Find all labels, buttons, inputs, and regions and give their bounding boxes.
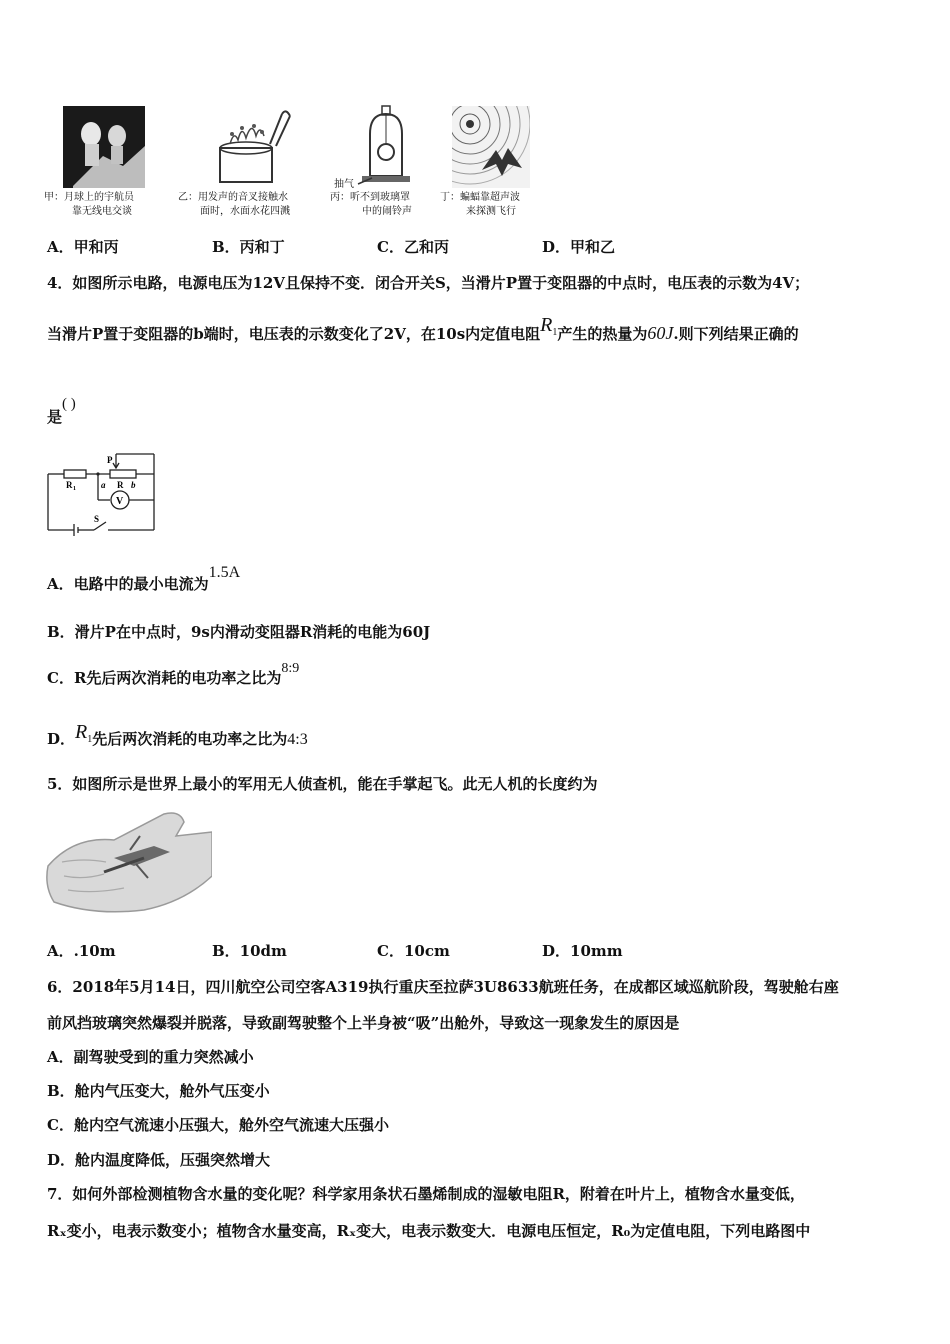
caption-ding-1: 丁：蝙蝠靠超声波 [440, 192, 520, 203]
astronaut-image [63, 106, 145, 188]
caption-yi-1: 乙：用发声的音叉接触水 [178, 192, 288, 203]
q7-stem-line1: 7．如何外部检测植物含水量的变化呢？科学家用条状石墨烯制成的湿敏电阻R，附着在叶片上，植物含水量变低， [47, 1185, 805, 1203]
q4-option-d-r1: R [75, 721, 88, 743]
q4-option-b: B．滑片P在中点时，9s内滑动变阻器R消耗的电能为60J [47, 623, 431, 641]
bell-jar-image [356, 104, 416, 188]
q4-option-a [47, 564, 241, 594]
q4-r1-sub: 1 [552, 327, 558, 338]
caption-jia-1: 甲：月球上的宇航员 [44, 192, 134, 203]
q4-option-d-prefix: D． [47, 730, 76, 748]
bat-ultrasound-image [452, 106, 530, 188]
q4-option-c-value: 8:9 [281, 661, 300, 676]
q4-r1-symbol: R [540, 314, 553, 336]
q4-option-d-r1-sub: 1 [87, 734, 93, 745]
r-rheostat [110, 470, 136, 478]
q5-option-b: B．10dm [212, 942, 287, 960]
q4-option-d-value: 4:3 [287, 731, 308, 748]
q4-line2-a: 当滑片P置于变阻器的b端时，电压表的示数变化了2V，在10s内定值电阻 [47, 325, 541, 343]
pump-label: 抽气 [334, 179, 354, 190]
q3-option-a: A．甲和丙 [47, 238, 119, 256]
q5-stem: 5．如图所示是世界上最小的军用无人侦查机，能在手掌起飞。此无人机的长度约为 [47, 775, 598, 793]
q4-stem-line2 [47, 314, 799, 345]
drone-in-hand-image [44, 806, 212, 918]
q4-option-a-value: 1.5A [208, 564, 241, 581]
q5-option-d: D．10mm [542, 942, 623, 960]
q6-stem-line2: 前风挡玻璃突然爆裂并脱落，导致副驾驶整个上半身被“吸”出舱外，导致这一现象发生的原因是 [47, 1014, 680, 1032]
r1-resistor [64, 470, 86, 478]
s-label: S [94, 514, 100, 524]
q3-option-d: D．甲和乙 [542, 238, 616, 256]
p-label: P [107, 455, 113, 465]
r1-label-sub: 1 [73, 486, 76, 492]
q4-line2-b: 产生的热量为 [557, 325, 648, 343]
q4-option-a-text: A．电路中的最小电流为 [47, 575, 209, 593]
q4-stem-line3 [47, 396, 76, 427]
q4-option-d [47, 721, 308, 750]
q3-option-c: C．乙和丙 [377, 238, 449, 256]
q6-option-a: A．副驾驶受到的重力突然减小 [47, 1048, 254, 1066]
q6-option-b: B．舱内气压变大，舱外气压变小 [47, 1082, 270, 1100]
caption-ding-2: 来探测飞行 [466, 206, 516, 217]
q3-option-b: B．丙和丁 [212, 238, 285, 256]
q4-circuit-diagram [44, 450, 160, 536]
q6-stem-line1: 6．2018年5月14日，四川航空公司空客A319执行重庆至拉萨3U8633航班任务，在成都区域巡航阶段，驾驶舱右座 [47, 978, 839, 996]
q4-option-c [47, 661, 300, 688]
r-label: R [117, 480, 124, 490]
q4-heat-value: 60J [647, 323, 674, 343]
q4-line3: 是 [47, 408, 63, 426]
q4-line2-c: .则下列结果正确的 [673, 325, 799, 343]
caption-jia-2: 靠无线电交谈 [72, 206, 132, 217]
q6-option-d: D．舱内温度降低，压强突然增大 [47, 1151, 271, 1169]
q6-option-c: C．舱内空气流速小压强大，舱外空气流速大压强小 [47, 1116, 389, 1134]
q5-option-c: C．10cm [377, 942, 450, 960]
caption-bing-2: 中的闹铃声 [362, 206, 412, 217]
q4-option-c-text: C．R先后两次消耗的电功率之比为 [47, 669, 282, 687]
v-label: V [116, 496, 124, 507]
b-label: b [131, 480, 136, 490]
q4-answer-paren: ( ) [62, 396, 76, 412]
tuning-fork-water-image [210, 104, 296, 188]
q4-stem-line1: 4．如图所示电路，电源电压为12V且保持不变．闭合开关S，当滑片P置于变阻器的中点时，电压表的示数为4V； [47, 274, 810, 292]
caption-yi-2: 面时，水面水花四溅 [200, 206, 290, 217]
caption-bing-1: 丙：听不到玻璃罩 [330, 192, 410, 203]
q5-option-a: A．.10m [47, 942, 116, 960]
q7-stem-line2: Rₓ变小，电表示数变小；植物含水量变高，Rₓ变大，电表示数变大．电源电压恒定，R₀为定值电阻，下列电路图中 [47, 1222, 811, 1240]
r1-label: R [66, 480, 73, 490]
a-label: a [101, 480, 106, 490]
q4-option-d-text: 先后两次消耗的电功率之比为 [92, 730, 288, 748]
